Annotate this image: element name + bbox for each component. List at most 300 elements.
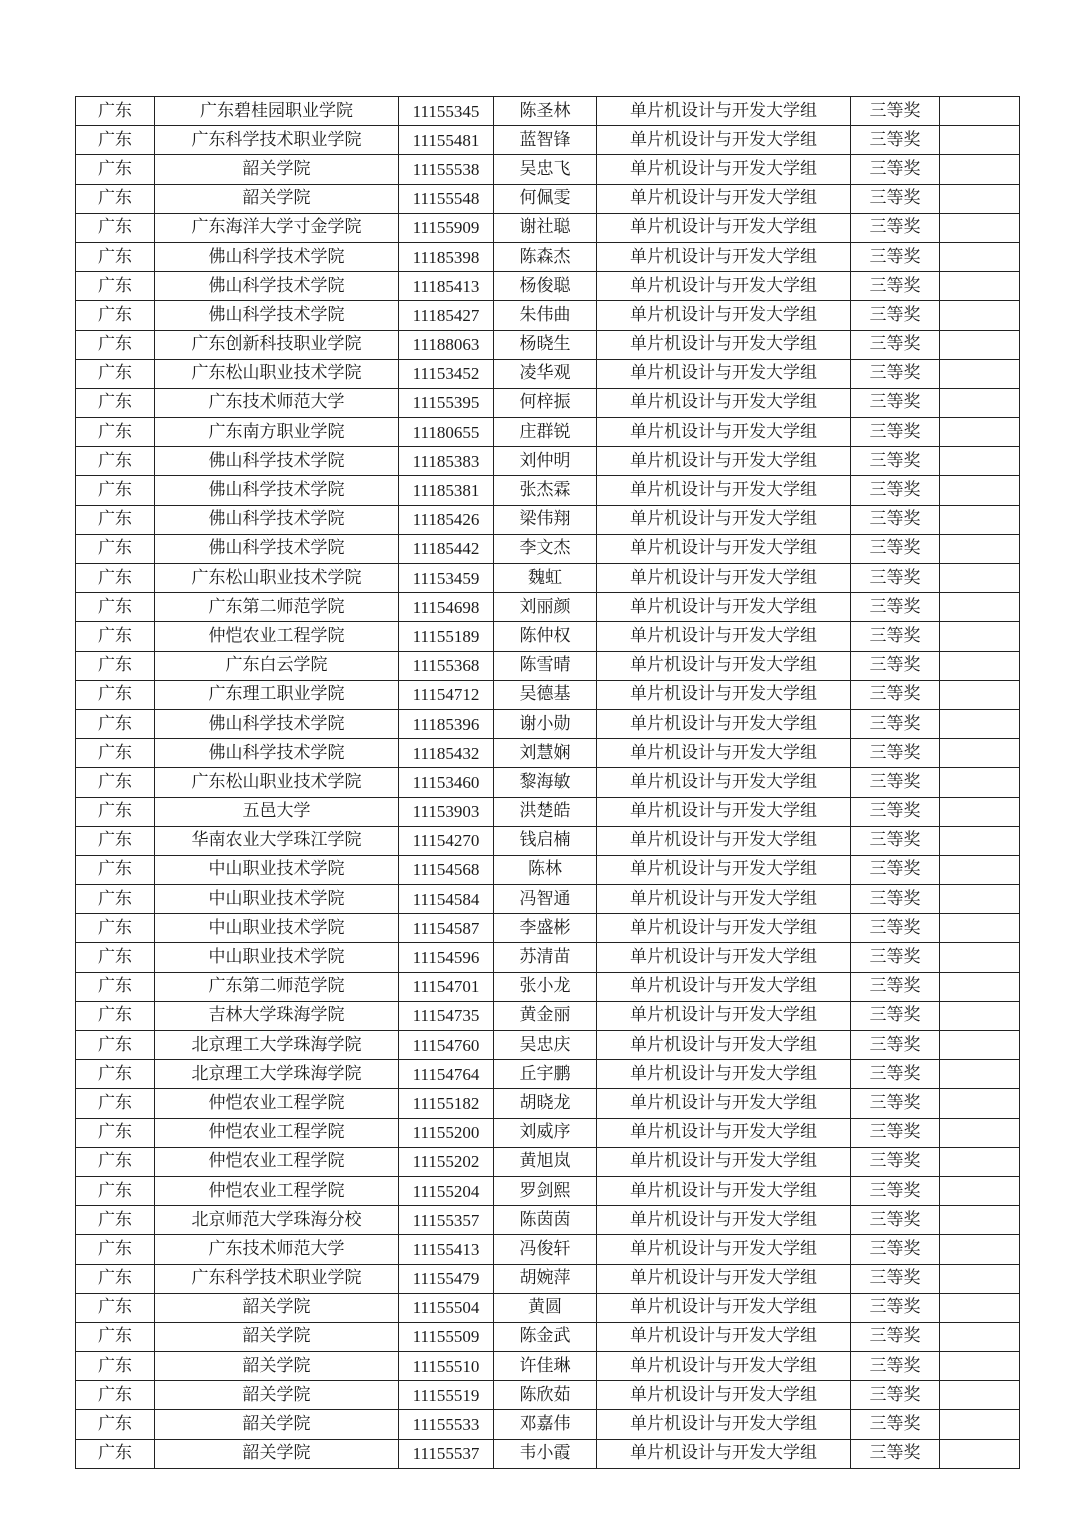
school-cell: 韶关学院 xyxy=(155,184,399,213)
name-cell: 何佩雯 xyxy=(494,184,597,213)
school-cell: 仲恺农业工程学院 xyxy=(155,1176,399,1205)
note-cell xyxy=(940,826,1020,855)
table-row xyxy=(76,1322,1020,1351)
name-cell: 何梓振 xyxy=(494,388,597,417)
province-cell: 广东 xyxy=(76,418,155,447)
table-row xyxy=(76,1439,1020,1468)
table-row xyxy=(76,359,1020,388)
province-cell: 广东 xyxy=(76,1381,155,1410)
table-row xyxy=(76,1381,1020,1410)
name-cell: 胡婉萍 xyxy=(494,1264,597,1293)
award-cell: 三等奖 xyxy=(851,272,940,301)
school-cell: 广东海洋大学寸金学院 xyxy=(155,213,399,242)
id-cell: 11153460 xyxy=(399,768,494,797)
province-cell: 广东 xyxy=(76,1410,155,1439)
name-cell: 洪楚皓 xyxy=(494,797,597,826)
award-cell: 三等奖 xyxy=(851,1001,940,1030)
province-cell: 广东 xyxy=(76,768,155,797)
award-cell: 三等奖 xyxy=(851,126,940,155)
category-cell: 单片机设计与开发大学组 xyxy=(597,330,851,359)
province-cell: 广东 xyxy=(76,914,155,943)
table-body xyxy=(76,97,1020,1469)
category-cell: 单片机设计与开发大学组 xyxy=(597,301,851,330)
category-cell: 单片机设计与开发大学组 xyxy=(597,1235,851,1264)
category-cell: 单片机设计与开发大学组 xyxy=(597,1293,851,1322)
id-cell: 11154568 xyxy=(399,855,494,884)
note-cell xyxy=(940,1176,1020,1205)
school-cell: 五邑大学 xyxy=(155,797,399,826)
table-row xyxy=(76,885,1020,914)
school-cell: 韶关学院 xyxy=(155,1293,399,1322)
province-cell: 广东 xyxy=(76,709,155,738)
table-row xyxy=(76,1352,1020,1381)
table-row xyxy=(76,739,1020,768)
name-cell: 陈雪晴 xyxy=(494,651,597,680)
school-cell: 佛山科学技术学院 xyxy=(155,709,399,738)
province-cell: 广东 xyxy=(76,1089,155,1118)
note-cell xyxy=(940,972,1020,1001)
province-cell: 广东 xyxy=(76,272,155,301)
category-cell: 单片机设计与开发大学组 xyxy=(597,359,851,388)
province-cell: 广东 xyxy=(76,447,155,476)
province-cell: 广东 xyxy=(76,885,155,914)
id-cell: 11185398 xyxy=(399,242,494,271)
province-cell: 广东 xyxy=(76,388,155,417)
province-cell: 广东 xyxy=(76,1060,155,1089)
name-cell: 张杰霖 xyxy=(494,476,597,505)
award-cell: 三等奖 xyxy=(851,622,940,651)
province-cell: 广东 xyxy=(76,1293,155,1322)
note-cell xyxy=(940,593,1020,622)
award-cell: 三等奖 xyxy=(851,1293,940,1322)
id-cell: 11154596 xyxy=(399,943,494,972)
name-cell: 黄金丽 xyxy=(494,1001,597,1030)
school-cell: 韶关学院 xyxy=(155,1322,399,1351)
school-cell: 广东科学技术职业学院 xyxy=(155,1264,399,1293)
award-cell: 三等奖 xyxy=(851,418,940,447)
note-cell xyxy=(940,797,1020,826)
id-cell: 11155200 xyxy=(399,1118,494,1147)
award-cell: 三等奖 xyxy=(851,826,940,855)
table-row xyxy=(76,622,1020,651)
school-cell: 中山职业技术学院 xyxy=(155,885,399,914)
school-cell: 广东第二师范学院 xyxy=(155,593,399,622)
category-cell: 单片机设计与开发大学组 xyxy=(597,1089,851,1118)
school-cell: 广东碧桂园职业学院 xyxy=(155,97,399,126)
category-cell: 单片机设计与开发大学组 xyxy=(597,155,851,184)
category-cell: 单片机设计与开发大学组 xyxy=(597,1439,851,1468)
table-row xyxy=(76,768,1020,797)
note-cell xyxy=(940,1089,1020,1118)
category-cell: 单片机设计与开发大学组 xyxy=(597,1264,851,1293)
award-cell: 三等奖 xyxy=(851,1089,940,1118)
table-row xyxy=(76,184,1020,213)
note-cell xyxy=(940,1118,1020,1147)
table-row xyxy=(76,914,1020,943)
award-cell: 三等奖 xyxy=(851,1381,940,1410)
category-cell: 单片机设计与开发大学组 xyxy=(597,1322,851,1351)
category-cell: 单片机设计与开发大学组 xyxy=(597,1060,851,1089)
id-cell: 11180655 xyxy=(399,418,494,447)
note-cell xyxy=(940,272,1020,301)
name-cell: 谢小勋 xyxy=(494,709,597,738)
note-cell xyxy=(940,943,1020,972)
school-cell: 中山职业技术学院 xyxy=(155,914,399,943)
id-cell: 11155479 xyxy=(399,1264,494,1293)
id-cell: 11153452 xyxy=(399,359,494,388)
province-cell: 广东 xyxy=(76,855,155,884)
school-cell: 广东白云学院 xyxy=(155,651,399,680)
id-cell: 11185442 xyxy=(399,534,494,563)
name-cell: 苏清苗 xyxy=(494,943,597,972)
table-row xyxy=(76,330,1020,359)
category-cell: 单片机设计与开发大学组 xyxy=(597,242,851,271)
school-cell: 佛山科学技术学院 xyxy=(155,301,399,330)
table-row xyxy=(76,651,1020,680)
note-cell xyxy=(940,126,1020,155)
school-cell: 佛山科学技术学院 xyxy=(155,447,399,476)
id-cell: 11155519 xyxy=(399,1381,494,1410)
award-cell: 三等奖 xyxy=(851,301,940,330)
table-row xyxy=(76,593,1020,622)
id-cell: 11154712 xyxy=(399,680,494,709)
name-cell: 刘丽颜 xyxy=(494,593,597,622)
name-cell: 罗剑熙 xyxy=(494,1176,597,1205)
table-row xyxy=(76,1118,1020,1147)
table-row xyxy=(76,301,1020,330)
category-cell: 单片机设计与开发大学组 xyxy=(597,1410,851,1439)
id-cell: 11185381 xyxy=(399,476,494,505)
province-cell: 广东 xyxy=(76,1176,155,1205)
table-row xyxy=(76,126,1020,155)
category-cell: 单片机设计与开发大学组 xyxy=(597,593,851,622)
id-cell: 11154587 xyxy=(399,914,494,943)
name-cell: 陈林 xyxy=(494,855,597,884)
category-cell: 单片机设计与开发大学组 xyxy=(597,914,851,943)
table-row xyxy=(76,388,1020,417)
name-cell: 谢社聪 xyxy=(494,213,597,242)
note-cell xyxy=(940,330,1020,359)
table-row xyxy=(76,1235,1020,1264)
id-cell: 11185383 xyxy=(399,447,494,476)
award-cell: 三等奖 xyxy=(851,1439,940,1468)
note-cell xyxy=(940,388,1020,417)
id-cell: 11155368 xyxy=(399,651,494,680)
award-cell: 三等奖 xyxy=(851,1352,940,1381)
province-cell: 广东 xyxy=(76,534,155,563)
province-cell: 广东 xyxy=(76,126,155,155)
note-cell xyxy=(940,242,1020,271)
name-cell: 陈茵茵 xyxy=(494,1206,597,1235)
name-cell: 刘仲明 xyxy=(494,447,597,476)
award-cell: 三等奖 xyxy=(851,943,940,972)
province-cell: 广东 xyxy=(76,943,155,972)
province-cell: 广东 xyxy=(76,1322,155,1351)
province-cell: 广东 xyxy=(76,1235,155,1264)
note-cell xyxy=(940,1206,1020,1235)
category-cell: 单片机设计与开发大学组 xyxy=(597,418,851,447)
category-cell: 单片机设计与开发大学组 xyxy=(597,768,851,797)
note-cell xyxy=(940,1147,1020,1176)
id-cell: 11154270 xyxy=(399,826,494,855)
province-cell: 广东 xyxy=(76,476,155,505)
table-row xyxy=(76,155,1020,184)
name-cell: 李盛彬 xyxy=(494,914,597,943)
note-cell xyxy=(940,651,1020,680)
table-row xyxy=(76,826,1020,855)
id-cell: 11185413 xyxy=(399,272,494,301)
school-cell: 华南农业大学珠江学院 xyxy=(155,826,399,855)
province-cell: 广东 xyxy=(76,505,155,534)
award-cell: 三等奖 xyxy=(851,680,940,709)
award-cell: 三等奖 xyxy=(851,914,940,943)
name-cell: 杨晓生 xyxy=(494,330,597,359)
award-cell: 三等奖 xyxy=(851,447,940,476)
table-row xyxy=(76,1176,1020,1205)
award-cell: 三等奖 xyxy=(851,359,940,388)
province-cell: 广东 xyxy=(76,330,155,359)
note-cell xyxy=(940,768,1020,797)
award-cell: 三等奖 xyxy=(851,213,940,242)
award-cell: 三等奖 xyxy=(851,476,940,505)
province-cell: 广东 xyxy=(76,1118,155,1147)
category-cell: 单片机设计与开发大学组 xyxy=(597,388,851,417)
province-cell: 广东 xyxy=(76,359,155,388)
school-cell: 佛山科学技术学院 xyxy=(155,476,399,505)
note-cell xyxy=(940,564,1020,593)
name-cell: 吴忠飞 xyxy=(494,155,597,184)
name-cell: 邓嘉伟 xyxy=(494,1410,597,1439)
note-cell xyxy=(940,184,1020,213)
note-cell xyxy=(940,1001,1020,1030)
table-row xyxy=(76,418,1020,447)
note-cell xyxy=(940,301,1020,330)
id-cell: 11155202 xyxy=(399,1147,494,1176)
note-cell xyxy=(940,885,1020,914)
award-cell: 三等奖 xyxy=(851,330,940,359)
name-cell: 刘慧娴 xyxy=(494,739,597,768)
province-cell: 广东 xyxy=(76,564,155,593)
school-cell: 仲恺农业工程学院 xyxy=(155,622,399,651)
school-cell: 韶关学院 xyxy=(155,1439,399,1468)
name-cell: 蓝智锋 xyxy=(494,126,597,155)
name-cell: 钱启楠 xyxy=(494,826,597,855)
school-cell: 北京师范大学珠海分校 xyxy=(155,1206,399,1235)
category-cell: 单片机设计与开发大学组 xyxy=(597,184,851,213)
table-row xyxy=(76,447,1020,476)
school-cell: 佛山科学技术学院 xyxy=(155,272,399,301)
table-row xyxy=(76,272,1020,301)
id-cell: 11185432 xyxy=(399,739,494,768)
province-cell: 广东 xyxy=(76,213,155,242)
note-cell xyxy=(940,505,1020,534)
note-cell xyxy=(940,680,1020,709)
school-cell: 韶关学院 xyxy=(155,1352,399,1381)
name-cell: 陈仲权 xyxy=(494,622,597,651)
award-cell: 三等奖 xyxy=(851,593,940,622)
id-cell: 11153459 xyxy=(399,564,494,593)
category-cell: 单片机设计与开发大学组 xyxy=(597,1381,851,1410)
school-cell: 广东科学技术职业学院 xyxy=(155,126,399,155)
award-cell: 三等奖 xyxy=(851,505,940,534)
category-cell: 单片机设计与开发大学组 xyxy=(597,272,851,301)
name-cell: 黎海敏 xyxy=(494,768,597,797)
province-cell: 广东 xyxy=(76,1031,155,1060)
table-row xyxy=(76,476,1020,505)
id-cell: 11155204 xyxy=(399,1176,494,1205)
category-cell: 单片机设计与开发大学组 xyxy=(597,622,851,651)
table-row xyxy=(76,242,1020,271)
table-row xyxy=(76,1410,1020,1439)
id-cell: 11154764 xyxy=(399,1060,494,1089)
name-cell: 刘威序 xyxy=(494,1118,597,1147)
id-cell: 11155509 xyxy=(399,1322,494,1351)
province-cell: 广东 xyxy=(76,1264,155,1293)
category-cell: 单片机设计与开发大学组 xyxy=(597,1001,851,1030)
note-cell xyxy=(940,447,1020,476)
table-row xyxy=(76,1089,1020,1118)
category-cell: 单片机设计与开发大学组 xyxy=(597,1031,851,1060)
note-cell xyxy=(940,1060,1020,1089)
province-cell: 广东 xyxy=(76,651,155,680)
school-cell: 中山职业技术学院 xyxy=(155,855,399,884)
table-row xyxy=(76,680,1020,709)
name-cell: 陈欣茹 xyxy=(494,1381,597,1410)
province-cell: 广东 xyxy=(76,1352,155,1381)
award-cell: 三等奖 xyxy=(851,388,940,417)
id-cell: 11154698 xyxy=(399,593,494,622)
province-cell: 广东 xyxy=(76,622,155,651)
name-cell: 黄圆 xyxy=(494,1293,597,1322)
note-cell xyxy=(940,1439,1020,1468)
award-cell: 三等奖 xyxy=(851,155,940,184)
province-cell: 广东 xyxy=(76,155,155,184)
school-cell: 仲恺农业工程学院 xyxy=(155,1118,399,1147)
name-cell: 李文杰 xyxy=(494,534,597,563)
name-cell: 魏虹 xyxy=(494,564,597,593)
award-cell: 三等奖 xyxy=(851,1264,940,1293)
category-cell: 单片机设计与开发大学组 xyxy=(597,534,851,563)
province-cell: 广东 xyxy=(76,97,155,126)
category-cell: 单片机设计与开发大学组 xyxy=(597,797,851,826)
table-row xyxy=(76,505,1020,534)
school-cell: 广东松山职业技术学院 xyxy=(155,768,399,797)
note-cell xyxy=(940,1322,1020,1351)
id-cell: 11154735 xyxy=(399,1001,494,1030)
school-cell: 韶关学院 xyxy=(155,1410,399,1439)
category-cell: 单片机设计与开发大学组 xyxy=(597,564,851,593)
award-cell: 三等奖 xyxy=(851,855,940,884)
award-cell: 三等奖 xyxy=(851,885,940,914)
award-cell: 三等奖 xyxy=(851,972,940,1001)
school-cell: 仲恺农业工程学院 xyxy=(155,1147,399,1176)
note-cell xyxy=(940,914,1020,943)
table-row xyxy=(76,709,1020,738)
note-cell xyxy=(940,1031,1020,1060)
note-cell xyxy=(940,476,1020,505)
table-row xyxy=(76,972,1020,1001)
award-cell: 三等奖 xyxy=(851,564,940,593)
category-cell: 单片机设计与开发大学组 xyxy=(597,739,851,768)
category-cell: 单片机设计与开发大学组 xyxy=(597,651,851,680)
note-cell xyxy=(940,1235,1020,1264)
school-cell: 佛山科学技术学院 xyxy=(155,534,399,563)
school-cell: 吉林大学珠海学院 xyxy=(155,1001,399,1030)
award-cell: 三等奖 xyxy=(851,797,940,826)
table-row xyxy=(76,1001,1020,1030)
name-cell: 许佳琳 xyxy=(494,1352,597,1381)
table-row xyxy=(76,943,1020,972)
category-cell: 单片机设计与开发大学组 xyxy=(597,1118,851,1147)
award-cell: 三等奖 xyxy=(851,1147,940,1176)
category-cell: 单片机设计与开发大学组 xyxy=(597,447,851,476)
id-cell: 11155548 xyxy=(399,184,494,213)
province-cell: 广东 xyxy=(76,184,155,213)
id-cell: 11155357 xyxy=(399,1206,494,1235)
category-cell: 单片机设计与开发大学组 xyxy=(597,709,851,738)
award-cell: 三等奖 xyxy=(851,242,940,271)
name-cell: 朱伟曲 xyxy=(494,301,597,330)
name-cell: 黄旭岚 xyxy=(494,1147,597,1176)
id-cell: 11185396 xyxy=(399,709,494,738)
id-cell: 11155189 xyxy=(399,622,494,651)
award-cell: 三等奖 xyxy=(851,1206,940,1235)
note-cell xyxy=(940,359,1020,388)
id-cell: 11155504 xyxy=(399,1293,494,1322)
id-cell: 11185426 xyxy=(399,505,494,534)
id-cell: 11154584 xyxy=(399,885,494,914)
school-cell: 广东松山职业技术学院 xyxy=(155,359,399,388)
award-cell: 三等奖 xyxy=(851,1060,940,1089)
category-cell: 单片机设计与开发大学组 xyxy=(597,126,851,155)
province-cell: 广东 xyxy=(76,972,155,1001)
award-cell: 三等奖 xyxy=(851,1118,940,1147)
note-cell xyxy=(940,1381,1020,1410)
school-cell: 佛山科学技术学院 xyxy=(155,739,399,768)
province-cell: 广东 xyxy=(76,1147,155,1176)
id-cell: 11155413 xyxy=(399,1235,494,1264)
note-cell xyxy=(940,97,1020,126)
table-row xyxy=(76,1293,1020,1322)
note-cell xyxy=(940,622,1020,651)
category-cell: 单片机设计与开发大学组 xyxy=(597,680,851,709)
award-cell: 三等奖 xyxy=(851,709,940,738)
province-cell: 广东 xyxy=(76,680,155,709)
table-row xyxy=(76,534,1020,563)
name-cell: 吴忠庆 xyxy=(494,1031,597,1060)
name-cell: 梁伟翔 xyxy=(494,505,597,534)
award-cell: 三等奖 xyxy=(851,739,940,768)
table-row xyxy=(76,1206,1020,1235)
name-cell: 冯智通 xyxy=(494,885,597,914)
category-cell: 单片机设计与开发大学组 xyxy=(597,1147,851,1176)
note-cell xyxy=(940,418,1020,447)
note-cell xyxy=(940,855,1020,884)
name-cell: 陈圣林 xyxy=(494,97,597,126)
award-cell: 三等奖 xyxy=(851,97,940,126)
id-cell: 11188063 xyxy=(399,330,494,359)
school-cell: 中山职业技术学院 xyxy=(155,943,399,972)
school-cell: 广东第二师范学院 xyxy=(155,972,399,1001)
name-cell: 韦小霞 xyxy=(494,1439,597,1468)
award-cell: 三等奖 xyxy=(851,1031,940,1060)
note-cell xyxy=(940,1352,1020,1381)
category-cell: 单片机设计与开发大学组 xyxy=(597,1206,851,1235)
award-cell: 三等奖 xyxy=(851,1176,940,1205)
name-cell: 庄群锐 xyxy=(494,418,597,447)
note-cell xyxy=(940,534,1020,563)
province-cell: 广东 xyxy=(76,1206,155,1235)
